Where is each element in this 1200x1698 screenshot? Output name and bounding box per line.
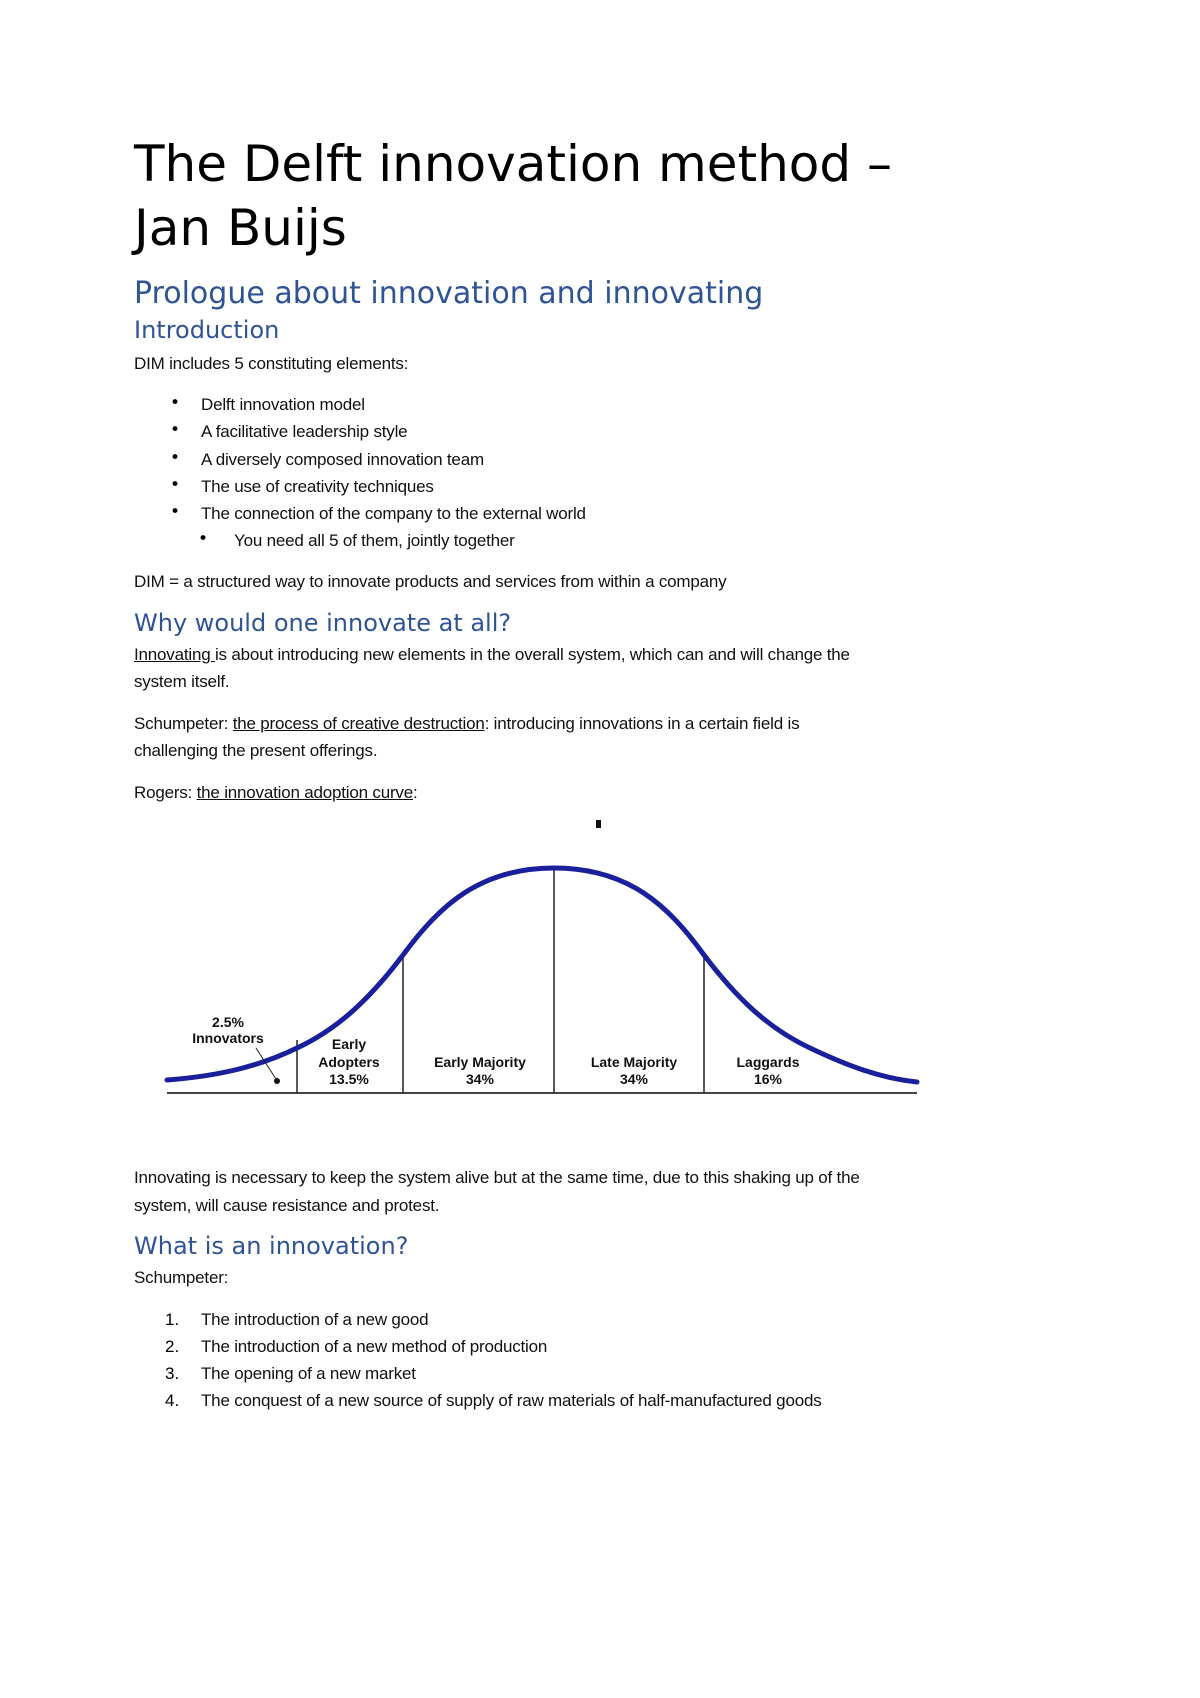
bell-curve — [167, 868, 917, 1082]
label-late-majority-pct: 34% — [619, 1071, 649, 1087]
label-late-majority: Late Majority — [590, 1054, 678, 1070]
list-item: The connection of the company to the external world — [201, 504, 586, 523]
sub-list-item: You need all 5 of them, jointly together — [234, 531, 515, 550]
list-item: A diversely composed innovation team — [201, 450, 484, 469]
schumpeter-paragraph-line1 — [134, 714, 799, 734]
necessity-line2: system, will cause resistance and protest. — [134, 1196, 440, 1215]
label-innovators-pct: 2.5% — [212, 1014, 244, 1030]
stray-mark — [596, 820, 601, 828]
numbered-item: The introduction of a new good — [201, 1310, 429, 1329]
innovators-dot — [274, 1078, 280, 1084]
list-item: The use of creativity techniques — [201, 477, 434, 496]
heading-introduction: Introduction — [134, 316, 280, 344]
innovating-term: Innovating — [134, 645, 215, 664]
schumpeter-term: the process of creative destruction — [232, 714, 485, 733]
rogers-prefix: Rogers: — [134, 783, 197, 802]
label-laggards: Laggards — [736, 1054, 800, 1070]
bullet-icon: • — [170, 448, 181, 468]
numbered-item: The conquest of a new source of supply of raw materials of half-manufactured goods — [201, 1391, 822, 1410]
list-number: 1. — [165, 1310, 180, 1329]
schumpeter-text: : introducing innovations in a certain field is — [484, 714, 800, 733]
innovating-paragraph-line2: system itself. — [134, 672, 230, 691]
list-number: 2. — [165, 1337, 180, 1356]
numbered-item: The introduction of a new method of production — [201, 1337, 548, 1356]
heading-prologue: Prologue about innovation and innovating — [134, 276, 764, 311]
intro-text: DIM includes 5 constituting elements: — [134, 354, 409, 373]
label-early-adopters-1: Early — [331, 1036, 367, 1052]
document-title-line2: Jan Buijs — [134, 199, 347, 257]
label-laggards-pct: 16% — [753, 1071, 783, 1087]
list-item: A facilitative leadership style — [201, 422, 408, 441]
heading-why: Why would one innovate at all? — [134, 609, 512, 637]
schumpeter-prefix: Schumpeter: — [134, 714, 233, 733]
bullet-icon: • — [170, 502, 181, 522]
document-title-line1: The Delft innovation method – — [134, 135, 893, 193]
rogers-term: the innovation adoption curve — [196, 783, 413, 802]
label-early-adopters-pct: 13.5% — [329, 1071, 369, 1087]
list-item: Delft innovation model — [201, 395, 365, 414]
innovating-text: is about introducing new elements in the overall system, which can and will change the — [214, 645, 850, 664]
necessity-line1: Innovating is necessary to keep the system alive but at the same time, due to this shaking up of the — [134, 1168, 860, 1187]
label-early-adopters-2: Adopters — [318, 1054, 380, 1070]
bullet-icon: • — [198, 529, 209, 549]
dim-definition: DIM = a structured way to innovate products and services from within a company — [134, 572, 727, 591]
rogers-line — [134, 783, 418, 803]
label-early-majority: Early Majority — [434, 1054, 526, 1070]
schumpeter-paragraph-line2: challenging the present offerings. — [134, 741, 378, 760]
rogers-suffix: : — [412, 783, 418, 802]
label-early-majority-pct: 34% — [465, 1071, 495, 1087]
bullet-icon: • — [170, 475, 181, 495]
list-number: 3. — [165, 1364, 180, 1383]
adoption-curve-chart — [160, 810, 940, 1110]
schumpeter-label: Schumpeter: — [134, 1268, 229, 1287]
numbered-item: The opening of a new market — [201, 1364, 416, 1383]
bullet-icon: • — [170, 420, 181, 440]
list-number: 4. — [165, 1391, 180, 1410]
heading-what: What is an innovation? — [134, 1232, 409, 1260]
bullet-icon: • — [170, 393, 181, 413]
innovating-paragraph-line1 — [134, 645, 850, 665]
label-innovators: Innovators — [192, 1030, 264, 1046]
